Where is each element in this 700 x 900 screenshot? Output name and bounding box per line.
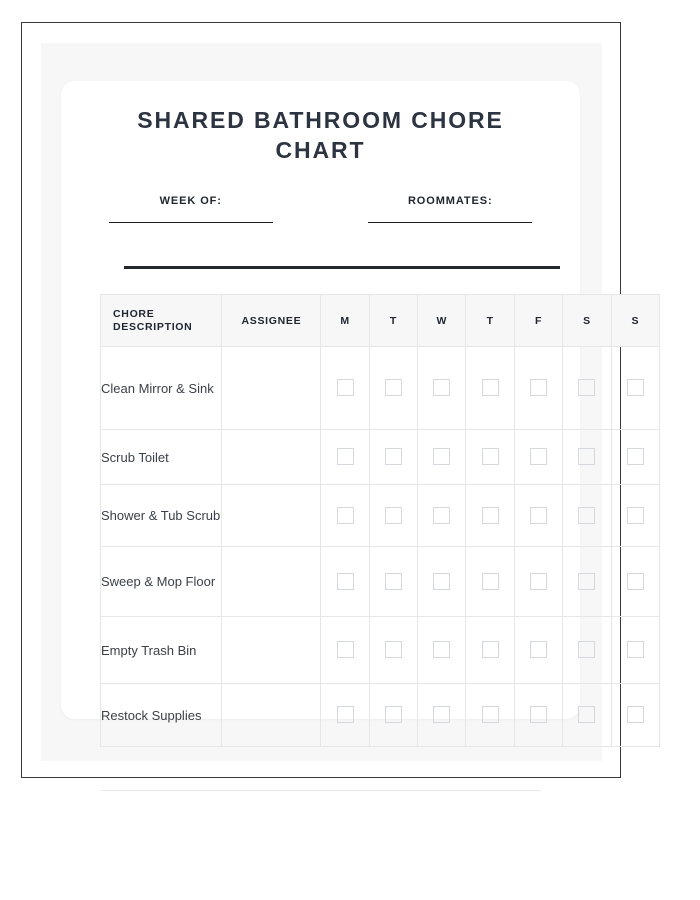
day-cell-saturday[interactable] (563, 547, 611, 617)
day-cell-sunday[interactable] (611, 547, 659, 617)
checkbox[interactable] (433, 448, 450, 465)
day-cell-monday[interactable] (321, 347, 369, 430)
checkbox[interactable] (530, 379, 547, 396)
day-cell-tuesday[interactable] (369, 347, 417, 430)
column-header-day-wednesday: W (418, 295, 466, 347)
chore-name-cell: Shower & Tub Scrub (101, 485, 222, 547)
column-header-day-saturday: S (563, 295, 611, 347)
day-cell-thursday[interactable] (466, 347, 514, 430)
checkbox[interactable] (385, 379, 402, 396)
checkbox[interactable] (530, 448, 547, 465)
checkbox[interactable] (337, 507, 354, 524)
checkbox[interactable] (482, 706, 499, 723)
day-cell-friday[interactable] (514, 347, 562, 430)
column-header-day-sunday: S (611, 295, 659, 347)
table-row (101, 684, 660, 747)
checkbox[interactable] (433, 507, 450, 524)
checkbox[interactable] (530, 641, 547, 658)
checkbox[interactable] (578, 641, 595, 658)
day-cell-tuesday[interactable] (369, 547, 417, 617)
checkbox[interactable] (433, 641, 450, 658)
column-header-day-tuesday: T (369, 295, 417, 347)
day-cell-tuesday[interactable] (369, 617, 417, 684)
table-row (101, 347, 660, 430)
week-of-field (61, 195, 321, 223)
day-cell-friday[interactable] (514, 547, 562, 617)
checkbox[interactable] (627, 379, 644, 396)
checkbox[interactable] (482, 641, 499, 658)
assignee-cell[interactable] (222, 430, 321, 485)
checkbox[interactable] (385, 448, 402, 465)
chore-table-container (100, 294, 660, 747)
footer-rule (101, 790, 541, 791)
checkbox[interactable] (482, 448, 499, 465)
chore-table-body (101, 347, 660, 747)
assignee-cell[interactable] (222, 617, 321, 684)
checkbox[interactable] (385, 507, 402, 524)
checkbox[interactable] (578, 507, 595, 524)
column-header-day-friday: F (514, 295, 562, 347)
day-cell-thursday[interactable] (466, 547, 514, 617)
chore-table-head (101, 295, 660, 347)
day-cell-saturday[interactable] (563, 430, 611, 485)
meta-fields-row (61, 195, 580, 223)
chore-name-cell: Empty Trash Bin (101, 617, 222, 684)
day-cell-thursday[interactable] (466, 430, 514, 485)
week-of-label: WEEK OF: (159, 195, 222, 207)
checkbox[interactable] (337, 641, 354, 658)
chore-name-cell: Scrub Toilet (101, 430, 222, 485)
checkbox[interactable] (482, 573, 499, 590)
day-cell-monday[interactable] (321, 684, 369, 747)
day-cell-wednesday[interactable] (418, 547, 466, 617)
day-cell-friday[interactable] (514, 684, 562, 747)
day-cell-friday[interactable] (514, 617, 562, 684)
checkbox[interactable] (385, 573, 402, 590)
checkbox[interactable] (530, 573, 547, 590)
day-cell-saturday[interactable] (563, 347, 611, 430)
day-cell-tuesday[interactable] (369, 485, 417, 547)
day-cell-sunday[interactable] (611, 430, 659, 485)
day-cell-saturday[interactable] (563, 485, 611, 547)
day-cell-thursday[interactable] (466, 485, 514, 547)
assignee-cell[interactable] (222, 684, 321, 747)
checkbox[interactable] (530, 706, 547, 723)
checkbox[interactable] (578, 706, 595, 723)
roommates-field (321, 195, 581, 223)
checkbox[interactable] (627, 573, 644, 590)
checkbox[interactable] (482, 507, 499, 524)
chore-name-cell: Restock Supplies (101, 684, 222, 747)
checkbox[interactable] (337, 706, 354, 723)
assignee-cell[interactable] (222, 485, 321, 547)
checkbox[interactable] (433, 573, 450, 590)
header-divider-rule (124, 266, 560, 269)
checkbox[interactable] (578, 448, 595, 465)
roommates-input-line[interactable] (368, 222, 532, 223)
chore-table (100, 294, 660, 747)
table-row (101, 485, 660, 547)
chore-name-cell: Clean Mirror & Sink (101, 347, 222, 430)
day-cell-thursday[interactable] (466, 617, 514, 684)
checkbox[interactable] (627, 641, 644, 658)
checkbox[interactable] (337, 448, 354, 465)
day-cell-wednesday[interactable] (418, 485, 466, 547)
day-cell-wednesday[interactable] (418, 684, 466, 747)
checkbox[interactable] (337, 573, 354, 590)
column-header-day-monday: M (321, 295, 369, 347)
checkbox[interactable] (433, 706, 450, 723)
checkbox[interactable] (578, 379, 595, 396)
day-cell-saturday[interactable] (563, 684, 611, 747)
day-cell-sunday[interactable] (611, 617, 659, 684)
day-cell-thursday[interactable] (466, 684, 514, 747)
day-cell-tuesday[interactable] (369, 430, 417, 485)
day-cell-monday[interactable] (321, 617, 369, 684)
checkbox[interactable] (627, 448, 644, 465)
day-cell-saturday[interactable] (563, 617, 611, 684)
day-cell-sunday[interactable] (611, 684, 659, 747)
checkbox[interactable] (385, 641, 402, 658)
day-cell-wednesday[interactable] (418, 430, 466, 485)
printable-page-frame (21, 22, 640, 778)
day-cell-tuesday[interactable] (369, 684, 417, 747)
checkbox[interactable] (530, 507, 547, 524)
title-block (61, 105, 580, 165)
day-cell-wednesday[interactable] (418, 347, 466, 430)
day-cell-monday[interactable] (321, 485, 369, 547)
table-row (101, 430, 660, 485)
chore-name-cell: Sweep & Mop Floor (101, 547, 222, 617)
day-cell-wednesday[interactable] (418, 617, 466, 684)
day-cell-friday[interactable] (514, 430, 562, 485)
checkbox[interactable] (627, 706, 644, 723)
day-cell-sunday[interactable] (611, 347, 659, 430)
column-header-day-thursday: T (466, 295, 514, 347)
checkbox[interactable] (433, 379, 450, 396)
column-header-chore-description (101, 295, 222, 347)
checkbox[interactable] (578, 573, 595, 590)
checkbox[interactable] (385, 706, 402, 723)
day-cell-sunday[interactable] (611, 485, 659, 547)
chore-header-line-1: CHORE (113, 307, 155, 320)
page-title: SHARED BATHROOM CHORE CHART (137, 107, 504, 163)
checkbox[interactable] (627, 507, 644, 524)
assignee-cell[interactable] (222, 547, 321, 617)
day-cell-monday[interactable] (321, 547, 369, 617)
column-header-assignee: ASSIGNEE (222, 295, 321, 347)
roommates-label: ROOMMATES: (407, 195, 493, 207)
checkbox[interactable] (337, 379, 354, 396)
table-header-row (101, 295, 660, 347)
day-cell-monday[interactable] (321, 430, 369, 485)
week-of-input-line[interactable] (109, 222, 273, 223)
table-row (101, 617, 660, 684)
day-cell-friday[interactable] (514, 485, 562, 547)
assignee-cell[interactable] (222, 347, 321, 430)
table-row (101, 547, 660, 617)
chore-header-line-2: DESCRIPTION (113, 320, 193, 333)
checkbox[interactable] (482, 379, 499, 396)
